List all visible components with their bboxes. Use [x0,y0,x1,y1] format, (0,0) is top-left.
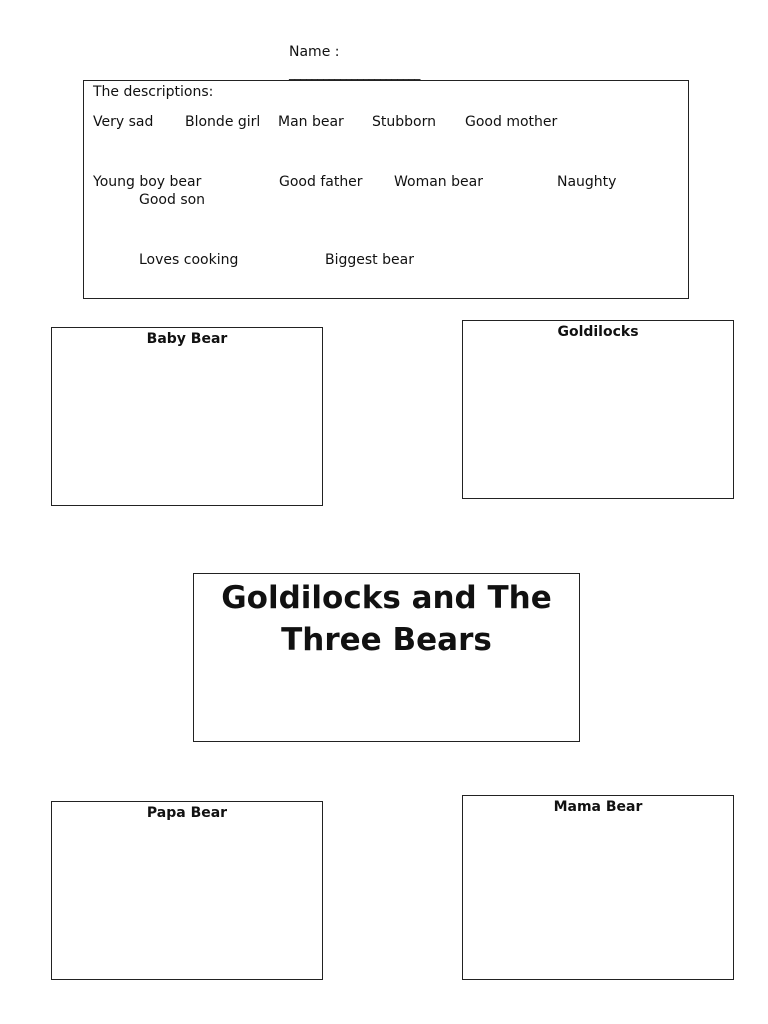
description-young-boy-bear: Young boy bear [93,174,202,190]
main-title-box [193,573,580,742]
description-stubborn: Stubborn [372,114,436,130]
name-label: Name : [289,44,340,60]
description-good-mother: Good mother [465,114,558,130]
descriptions-box [83,80,689,299]
mama-bear-title: Mama Bear [553,799,643,815]
description-naughty: Naughty [557,174,617,190]
description-very-sad: Very sad [93,114,154,130]
baby-bear-title: Baby Bear [146,331,228,347]
papa-bear-title: Papa Bear [146,805,228,821]
description-loves-cooking: Loves cooking [139,252,239,268]
description-blonde-girl: Blonde girl [185,114,261,130]
baby-bear-box[interactable] [51,327,323,506]
worksheet-title [194,577,579,661]
descriptions-heading: The descriptions: [93,84,214,100]
title-line-1: Goldilocks and The [221,580,552,616]
goldilocks-title: Goldilocks [557,324,639,340]
title-line-2: Three Bears [281,622,492,658]
description-good-father: Good father [279,174,363,190]
mama-bear-box[interactable] [462,795,734,980]
description-good-son: Good son [139,192,206,208]
description-man-bear: Man bear [278,114,344,130]
name-field-line[interactable]: _______________________ [289,66,421,80]
goldilocks-box[interactable] [462,320,734,499]
papa-bear-box[interactable] [51,801,323,980]
description-woman-bear: Woman bear [394,174,483,190]
description-biggest-bear: Biggest bear [325,252,414,268]
